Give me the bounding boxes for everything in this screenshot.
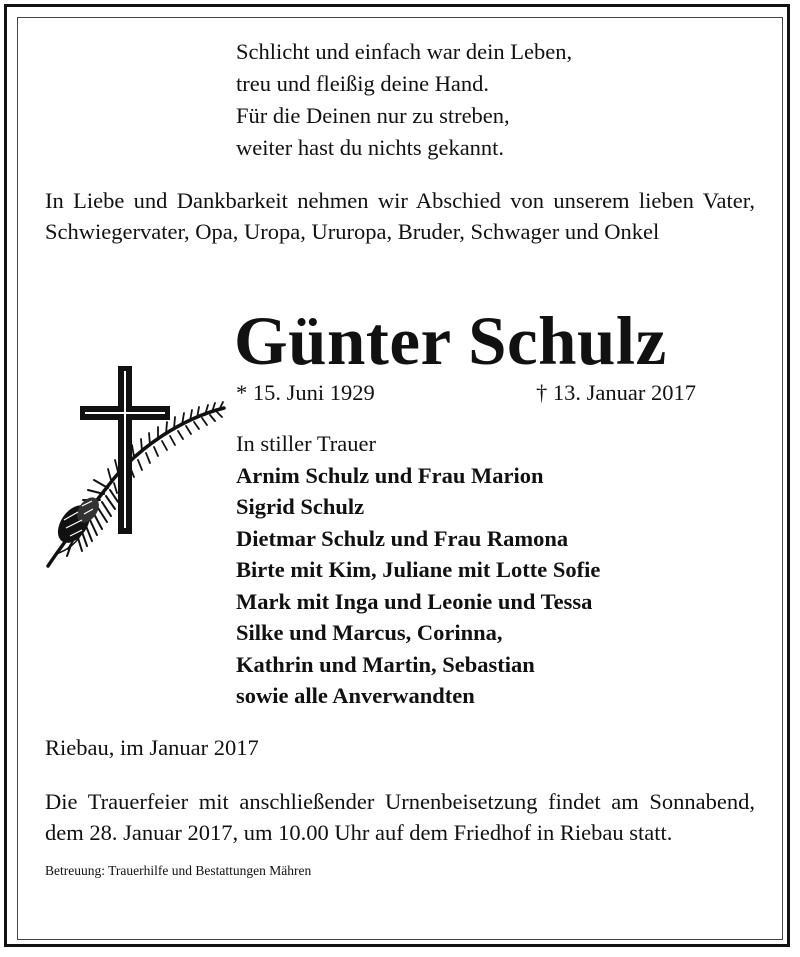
undertaker-credit: Betreuung: Trauerhilfe und Bestattungen Mähren xyxy=(45,863,312,878)
deceased-name: Günter Schulz xyxy=(234,303,667,379)
death-date: † 13. Januar 2017 xyxy=(536,380,696,405)
ceremony-paragraph: Die Trauerfeier mit anschließender Urnenbeisetzung findet am Sonnabend, dem 28. Januar 2017, um 10.00 Uhr auf dem Friedhof in Riebau statt. xyxy=(45,789,755,845)
mourners-heading: In stiller Trauer xyxy=(236,431,376,456)
mourner-line: Silke und Marcus, Corinna, xyxy=(236,620,503,645)
mourner-line: Kathrin und Martin, Sebastian xyxy=(236,651,535,677)
mourner-line: sowie alle Anverwandten xyxy=(236,683,475,708)
poem-line: treu und fleißig deine Hand. xyxy=(236,71,490,96)
mourner-line: Sigrid Schulz xyxy=(236,494,365,519)
intro-paragraph: In Liebe und Dankbarkeit nehmen wir Abschied von unserem lieben Vater, Schwiegervater, Opa, Uropa, Ururopa, Bruder, Schwager und Onkel xyxy=(45,188,755,244)
poem-line: Für die Deinen nur zu streben, xyxy=(236,103,510,128)
poem-line: Schlicht und einfach war dein Leben, xyxy=(236,39,573,64)
mourner-line: Mark mit Inga und Leonie und Tessa xyxy=(236,588,593,614)
mourner-line: Arnim Schulz und Frau Marion xyxy=(236,462,544,488)
birth-date: * 15. Juni 1929 xyxy=(236,380,375,405)
mourners xyxy=(236,428,600,712)
poem-line: weiter hast du nichts gekannt. xyxy=(236,135,505,160)
place-date: Riebau, im Januar 2017 xyxy=(45,735,259,760)
pine-branch xyxy=(48,402,224,566)
cross-with-pine-branch-icon xyxy=(34,364,230,580)
mourner-line: Dietmar Schulz und Frau Ramona xyxy=(236,525,569,551)
poem xyxy=(236,36,572,164)
mourner-line: Birte mit Kim, Juliane mit Lotte Sofie xyxy=(236,557,601,582)
